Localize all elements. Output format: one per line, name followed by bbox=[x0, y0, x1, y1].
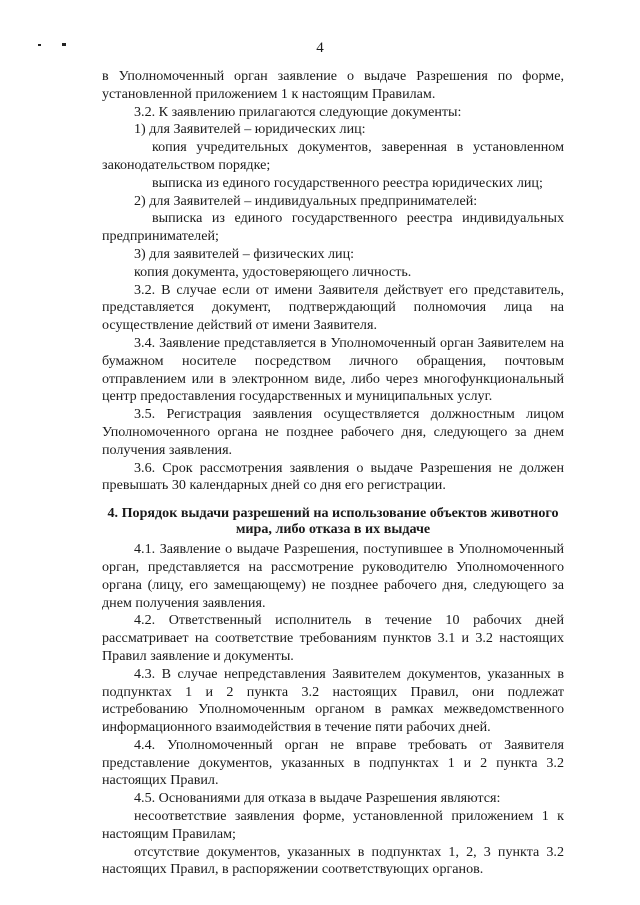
paragraph: выписка из единого государственного реестра юридических лиц; bbox=[152, 174, 543, 191]
paragraph: в Уполномоченный орган заявление о выдаче Разрешения по форме, установленной приложением 1 к настоящим Правилам. bbox=[102, 68, 564, 102]
section-heading: 4. Порядок выдачи разрешений на использование объектов животного мира, либо отказа в их выдаче bbox=[107, 505, 559, 538]
paragraph: несоответствие заявления форме, установленной приложением 1 к настоящим Правилам; bbox=[102, 808, 564, 842]
section-4-paragraphs bbox=[102, 541, 564, 879]
paragraph: отсутствие документов, указанных в подпунктах 1, 2, 3 пункта 3.2 настоящих Правил, в распоряжении соответствующих органов. bbox=[102, 843, 564, 878]
paragraph: 1) для Заявителей – юридических лиц: bbox=[134, 121, 366, 138]
document-body bbox=[102, 68, 564, 879]
paragraph: 3.6. Срок рассмотрения заявления о выдаче Разрешения не должен превышать 30 календарных дней со дня его регистрации. bbox=[102, 459, 564, 494]
page-number: 4 bbox=[316, 40, 324, 56]
paragraph: 3.2. К заявлению прилагаются следующие документы: bbox=[134, 103, 462, 120]
paragraph: копия учредительных документов, заверенная в установленном законодательством порядке; bbox=[102, 139, 564, 173]
paragraph: 4.5. Основаниями для отказа в выдаче Разрешения являются: bbox=[134, 790, 501, 807]
paragraph: 3.5. Регистрация заявления осуществляется должностным лицом Уполномоченного органа не позднее рабочего дня, следующего за днем получения заявления. bbox=[102, 406, 564, 458]
paragraph: 3.4. Заявление представляется в Уполномоченный орган Заявителем на бумажном носителе посредством личного обращения, почтовым отправлением или в электронном виде, либо через многофункциональный центр предоставления государственных и муниципальных услуг. bbox=[102, 334, 564, 405]
paragraph: 4.3. В случае непредставления Заявителем документов, указанных в подпунктах 1 и 2 пункта 3.2 настоящих Правил, они подлежат истребованию Уполномоченным органом в рамках межведомственного информационного взаимодействия в течение пяти рабочих дней. bbox=[102, 665, 564, 736]
paragraph: 4.4. Уполномоченный орган не вправе требовать от Заявителя представление документов, указанных в подпунктах 1 и 2 пункта 3.2 настоящих Правил. bbox=[102, 736, 564, 789]
paragraph: 4.1. Заявление о выдаче Разрешения, поступившее в Уполномоченный орган, представляется на рассмотрение руководителю Уполномоченного органа (лицу, его замещающему) не позднее рабочего дня, следующего за днем получения заявления. bbox=[102, 541, 564, 611]
section-3-paragraphs bbox=[102, 68, 564, 495]
paragraph: 2) для Заявителей – индивидуальных предпринимателей: bbox=[134, 192, 478, 209]
paragraph: выписка из единого государственного реестра индивидуальных предпринимателей; bbox=[102, 210, 564, 245]
paragraph: 4.2. Ответственный исполнитель в течение 10 рабочих дней рассматривает на соответствие требованиям пунктов 3.1 и 3.2 настоящих Правил заявление и документы. bbox=[102, 612, 564, 664]
paragraph: копия документа, удостоверяющего личность. bbox=[134, 263, 412, 280]
paragraph: 3) для заявителей – физических лиц: bbox=[134, 245, 355, 262]
paragraph: 3.2. В случае если от имени Заявителя действует его представитель, представляется документ, подтверждающий полномочия лица на осуществление действий от имени Заявителя. bbox=[102, 281, 564, 334]
